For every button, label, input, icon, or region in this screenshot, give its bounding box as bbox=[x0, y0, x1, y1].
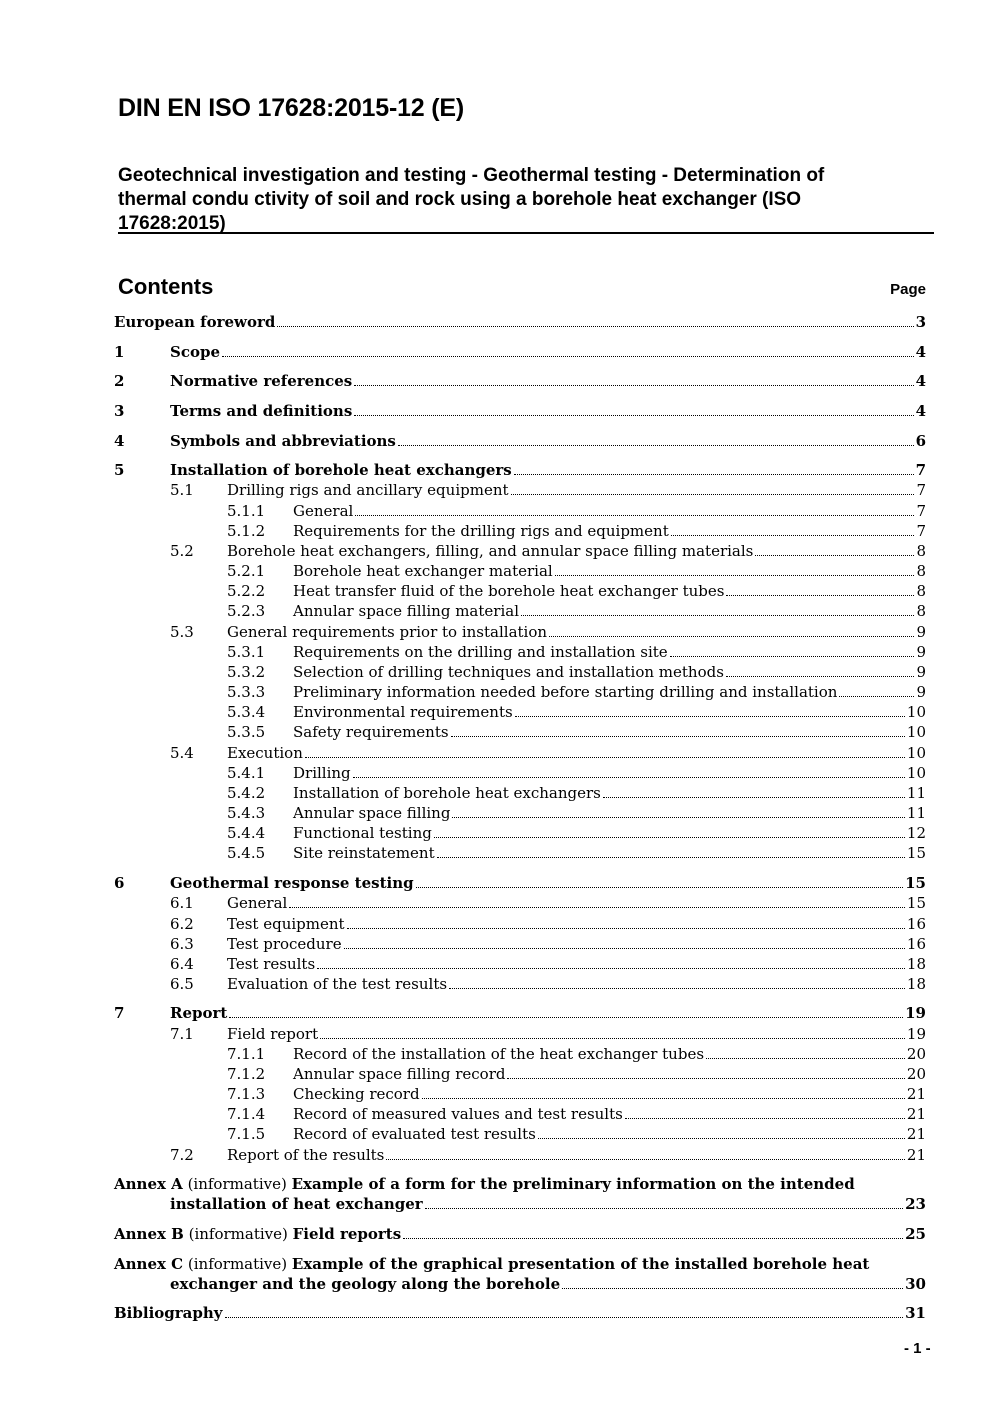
dot-leader bbox=[603, 797, 905, 798]
dot-leader bbox=[449, 988, 905, 989]
toc-entry-6-1[interactable] bbox=[170, 893, 926, 913]
toc-entry-title: Requirements for the drilling rigs and equipment bbox=[293, 522, 669, 540]
dot-leader bbox=[671, 535, 915, 536]
dot-leader bbox=[354, 415, 913, 416]
dot-leader bbox=[538, 1138, 905, 1139]
toc-entry-page: 8 bbox=[916, 562, 926, 580]
toc-entry-title: Terms and definitions bbox=[170, 402, 353, 420]
toc-entry-page: 18 bbox=[906, 975, 926, 993]
dot-leader bbox=[353, 777, 905, 778]
toc-entry-5-4-5[interactable] bbox=[227, 843, 926, 863]
dot-leader bbox=[416, 887, 904, 888]
toc-entry-6-2[interactable] bbox=[170, 914, 926, 934]
dot-leader bbox=[344, 948, 905, 949]
toc-entry-5-3-1[interactable] bbox=[227, 642, 926, 662]
toc-entry-number: 5.4.2 bbox=[227, 784, 266, 802]
toc-entry-foreword[interactable] bbox=[114, 312, 926, 332]
toc-entry-7[interactable] bbox=[114, 1003, 926, 1023]
toc-entry-page: 10 bbox=[906, 723, 926, 741]
toc-entry-title: Drilling bbox=[293, 764, 351, 782]
toc-entry-6[interactable] bbox=[114, 873, 926, 893]
toc-entry-page: 16 bbox=[906, 915, 926, 933]
toc-entry-title: Borehole heat exchanger material bbox=[293, 562, 553, 580]
page-number: - 1 - bbox=[904, 1340, 931, 1357]
toc-entry-page: 4 bbox=[915, 372, 926, 390]
dot-leader bbox=[434, 837, 905, 838]
toc-entry-5-4-1[interactable] bbox=[227, 763, 926, 783]
toc-entry-page: 25 bbox=[905, 1225, 926, 1243]
toc-entry-5[interactable] bbox=[114, 460, 926, 480]
annex-title-continued: installation of heat exchanger bbox=[170, 1195, 423, 1213]
toc-entry-title: Functional testing bbox=[293, 824, 432, 842]
annex-kind: (informative) bbox=[183, 1225, 293, 1243]
toc-entry-page: 9 bbox=[916, 683, 926, 701]
toc-entry-annex-c-line1[interactable] bbox=[114, 1254, 869, 1274]
dot-leader bbox=[386, 1159, 905, 1160]
dot-leader bbox=[422, 1098, 905, 1099]
toc-entry-title: Heat transfer fluid of the borehole heat exchanger tubes bbox=[293, 582, 725, 600]
toc-entry-page: 31 bbox=[905, 1304, 926, 1322]
toc-entry-title: Bibliography bbox=[114, 1304, 223, 1322]
toc-entry-title: Record of measured values and test results bbox=[293, 1105, 623, 1123]
toc-entry-5-2-3[interactable] bbox=[227, 601, 926, 621]
dot-leader bbox=[452, 817, 904, 818]
toc-entry-5-3-2[interactable] bbox=[227, 662, 926, 682]
document-title-line: thermal condu ctivity of soil and rock using a borehole heat exchanger (ISO bbox=[118, 189, 802, 210]
toc-entry-page: 7 bbox=[916, 502, 926, 520]
toc-entry-5-2-2[interactable] bbox=[227, 581, 926, 601]
toc-entry-5-4-4[interactable] bbox=[227, 823, 926, 843]
toc-entry-page: 21 bbox=[906, 1105, 926, 1123]
toc-entry-title: General requirements prior to installation bbox=[227, 623, 548, 641]
toc-entry-number: 5.1.2 bbox=[227, 522, 266, 540]
toc-entry-page: 9 bbox=[916, 643, 926, 661]
toc-entry-number: 6.5 bbox=[170, 975, 194, 993]
toc-entry-number: 6 bbox=[114, 874, 125, 892]
toc-entry-5-3-3[interactable] bbox=[227, 682, 926, 702]
toc-entry-number: 7.1.1 bbox=[227, 1045, 266, 1063]
toc-entry-page: 9 bbox=[916, 623, 926, 641]
toc-entry-number: 5 bbox=[114, 461, 125, 479]
dot-leader bbox=[451, 736, 905, 737]
toc-entry-number: 6.4 bbox=[170, 955, 194, 973]
toc-entry-title: Execution bbox=[227, 744, 303, 762]
toc-entry-number: 5.3.2 bbox=[227, 663, 266, 681]
toc-entry-page: 18 bbox=[906, 955, 926, 973]
toc-entry-title: Scope bbox=[170, 343, 221, 361]
toc-entry-page: 3 bbox=[915, 313, 926, 331]
dot-leader bbox=[222, 356, 914, 357]
dot-leader bbox=[726, 676, 915, 677]
toc-entry-5-1-1[interactable] bbox=[227, 501, 926, 521]
dot-leader bbox=[549, 636, 914, 637]
toc-entry-title: Report bbox=[170, 1004, 228, 1022]
annex-label: Annex B bbox=[114, 1225, 184, 1243]
toc-entry-4[interactable] bbox=[114, 431, 926, 451]
toc-entry-number: 6.3 bbox=[170, 935, 194, 953]
dot-leader bbox=[225, 1317, 904, 1318]
dot-leader bbox=[398, 445, 914, 446]
toc-entry-page: 21 bbox=[906, 1085, 926, 1103]
toc-entry-page: 8 bbox=[916, 602, 926, 620]
toc-entry-page: 30 bbox=[905, 1275, 926, 1293]
toc-entry-number: 1 bbox=[114, 343, 125, 361]
toc-entry-number: 6.2 bbox=[170, 915, 194, 933]
toc-entry-title: Geothermal response testing bbox=[170, 874, 414, 892]
dot-leader bbox=[355, 515, 914, 516]
toc-entry-page: 8 bbox=[916, 542, 926, 560]
dot-leader bbox=[839, 696, 914, 697]
toc-entry-number: 5.2.3 bbox=[227, 602, 266, 620]
toc-entry-number: 7.1.4 bbox=[227, 1105, 266, 1123]
toc-entry-title: Test procedure bbox=[227, 935, 342, 953]
dot-leader bbox=[755, 555, 914, 556]
toc-entry-page: 20 bbox=[906, 1065, 926, 1083]
annex-kind: (informative) bbox=[182, 1175, 292, 1193]
toc-entry-6-4[interactable] bbox=[170, 954, 926, 974]
toc-entry-title: Environmental requirements bbox=[293, 703, 513, 721]
toc-entry-title: Evaluation of the test results bbox=[227, 975, 448, 993]
document-id: DIN EN ISO 17628:2015-12 (E) bbox=[118, 94, 464, 122]
toc-entry-5-2-1[interactable] bbox=[227, 561, 926, 581]
toc-entry-title: Test equipment bbox=[227, 915, 345, 933]
toc-entry-page: 12 bbox=[906, 824, 926, 842]
toc-entry-5-3[interactable] bbox=[170, 622, 926, 642]
toc-entry-page: 6 bbox=[915, 432, 926, 450]
toc-entry-annex-a-line1[interactable] bbox=[114, 1174, 855, 1194]
toc-entry-5-3-5[interactable] bbox=[227, 722, 926, 742]
toc-entry-page: 15 bbox=[906, 844, 926, 862]
toc-entry-7-1-5[interactable] bbox=[227, 1124, 926, 1144]
toc-entry-number: 5.4.5 bbox=[227, 844, 266, 862]
dot-leader bbox=[507, 1078, 904, 1079]
toc-entry-title: Record of evaluated test results bbox=[293, 1125, 536, 1143]
annex-title: Field reports bbox=[292, 1225, 402, 1243]
toc-entry-page: 10 bbox=[906, 764, 926, 782]
toc-entry-page: 20 bbox=[906, 1045, 926, 1063]
toc-entry-number: 7.1.2 bbox=[227, 1065, 266, 1083]
toc-entry-bibliography[interactable] bbox=[114, 1303, 926, 1323]
toc-entry-title: Installation of borehole heat exchangers bbox=[170, 461, 512, 479]
toc-entry-number: 5.2 bbox=[170, 542, 194, 560]
toc-entry-title: Drilling rigs and ancillary equipment bbox=[227, 481, 509, 499]
toc-entry-number: 7.2 bbox=[170, 1146, 194, 1164]
toc-entry-number: 5.3.5 bbox=[227, 723, 266, 741]
dot-leader bbox=[437, 857, 905, 858]
toc-entry-title: Safety requirements bbox=[293, 723, 449, 741]
document-title-line: Geotechnical investigation and testing - Geothermal testing - Determination of bbox=[118, 165, 825, 186]
toc-entry-3[interactable] bbox=[114, 401, 926, 421]
dot-leader bbox=[726, 595, 914, 596]
toc-entry-title: Record of the installation of the heat exchanger tubes bbox=[293, 1045, 705, 1063]
dot-leader bbox=[670, 656, 915, 657]
toc-entry-page: 23 bbox=[905, 1195, 926, 1213]
toc-entry-5-2[interactable] bbox=[170, 541, 926, 561]
toc-entry-number: 5.4.3 bbox=[227, 804, 266, 822]
toc-entry-title: Site reinstatement bbox=[293, 844, 435, 862]
toc-entry-number: 5.4.1 bbox=[227, 764, 266, 782]
toc-entry-page: 15 bbox=[906, 894, 926, 912]
toc-entry-page: 11 bbox=[906, 804, 926, 822]
toc-entry-2[interactable] bbox=[114, 371, 926, 391]
toc-entry-5-4-2[interactable] bbox=[227, 783, 926, 803]
toc-entry-page: 10 bbox=[906, 744, 926, 762]
toc-entry-number: 5.2.2 bbox=[227, 582, 266, 600]
toc-entry-number: 5.3.4 bbox=[227, 703, 266, 721]
toc-entry-5-4[interactable] bbox=[170, 743, 926, 763]
toc-entry-title: Field report bbox=[227, 1025, 319, 1043]
toc-entry-page: 7 bbox=[916, 481, 926, 499]
toc-entry-7-1-1[interactable] bbox=[227, 1044, 926, 1064]
toc-entry-7-1-3[interactable] bbox=[227, 1084, 926, 1104]
toc-entry-number: 5.3.1 bbox=[227, 643, 266, 661]
toc-entry-page: 21 bbox=[906, 1146, 926, 1164]
dot-leader bbox=[514, 474, 914, 475]
toc-entry-number: 7.1 bbox=[170, 1025, 194, 1043]
toc-entry-title: Test results bbox=[227, 955, 316, 973]
toc-entry-title: Requirements on the drilling and installation site bbox=[293, 643, 668, 661]
toc-entry-title: General bbox=[293, 502, 354, 520]
toc-entry-title: Annular space filling record bbox=[293, 1065, 506, 1083]
annex-kind: (informative) bbox=[183, 1255, 292, 1273]
dot-leader bbox=[403, 1238, 903, 1239]
dot-leader bbox=[515, 716, 905, 717]
dot-leader bbox=[277, 326, 913, 327]
toc-entry-number: 5.1.1 bbox=[227, 502, 266, 520]
toc-entry-page: 10 bbox=[906, 703, 926, 721]
toc-entry-title: Annular space filling bbox=[293, 804, 451, 822]
annex-title: Example of the graphical presentation of the installed borehole heat bbox=[291, 1255, 870, 1273]
toc-entry-7-1-2[interactable] bbox=[227, 1064, 926, 1084]
toc-entry-page: 19 bbox=[906, 1025, 926, 1043]
dot-leader bbox=[317, 968, 905, 969]
dot-leader bbox=[289, 907, 905, 908]
toc-entry-annex-a-line2[interactable] bbox=[170, 1194, 926, 1214]
toc-entry-6-3[interactable] bbox=[170, 934, 926, 954]
dot-leader bbox=[354, 385, 913, 386]
toc-entry-title: Selection of drilling techniques and installation methods bbox=[293, 663, 724, 681]
toc-entry-page: 15 bbox=[905, 874, 926, 892]
annex-title: Example of a form for the preliminary information on the intended bbox=[291, 1175, 855, 1193]
toc-entry-title: European foreword bbox=[114, 313, 276, 331]
annex-label: Annex A bbox=[114, 1175, 183, 1193]
toc-entry-number: 5.4 bbox=[170, 744, 194, 762]
dot-leader bbox=[521, 615, 914, 616]
toc-entry-5-1-2[interactable] bbox=[227, 521, 926, 541]
dot-leader bbox=[347, 928, 905, 929]
dot-leader bbox=[425, 1208, 903, 1209]
toc-entry-page: 21 bbox=[906, 1125, 926, 1143]
toc-entry-number: 4 bbox=[114, 432, 125, 450]
toc-entry-7-1[interactable] bbox=[170, 1024, 926, 1044]
page-column-label: Page bbox=[890, 281, 926, 298]
dot-leader bbox=[555, 575, 915, 576]
toc-entry-number: 2 bbox=[114, 372, 125, 390]
toc-entry-5-3-4[interactable] bbox=[227, 702, 926, 722]
dot-leader bbox=[320, 1038, 905, 1039]
dot-leader bbox=[229, 1017, 903, 1018]
toc-entry-page: 16 bbox=[906, 935, 926, 953]
toc-entry-title: Normative references bbox=[170, 372, 353, 390]
dot-leader bbox=[305, 757, 905, 758]
toc-entry-number: 3 bbox=[114, 402, 125, 420]
contents-heading: Contents bbox=[118, 274, 214, 299]
document-title bbox=[118, 164, 908, 236]
dot-leader bbox=[511, 494, 915, 495]
toc-entry-number: 7.1.5 bbox=[227, 1125, 266, 1143]
toc-entry-number: 5.2.1 bbox=[227, 562, 266, 580]
toc-entry-number: 5.1 bbox=[170, 481, 194, 499]
toc-entry-page: 8 bbox=[916, 582, 926, 600]
annex-label: Annex C bbox=[114, 1255, 184, 1273]
toc-entry-5-4-3[interactable] bbox=[227, 803, 926, 823]
toc-entry-annex-c-line2[interactable] bbox=[170, 1274, 926, 1294]
toc-entry-number: 5.4.4 bbox=[227, 824, 266, 842]
toc-entry-number: 5.3.3 bbox=[227, 683, 266, 701]
toc-entry-number: 7.1.3 bbox=[227, 1085, 266, 1103]
toc-entry-1[interactable] bbox=[114, 342, 926, 362]
toc-entry-page: 7 bbox=[916, 522, 926, 540]
dot-leader bbox=[562, 1288, 903, 1289]
toc-entry-page: 11 bbox=[906, 784, 926, 802]
annex-title-continued: exchanger and the geology along the borehole bbox=[170, 1275, 561, 1293]
toc-entry-5-1[interactable] bbox=[170, 480, 926, 500]
toc-entry-title: Borehole heat exchangers, filling, and annular space filling materials bbox=[227, 542, 754, 560]
toc-entry-number: 7 bbox=[114, 1004, 125, 1022]
toc-entry-number: 5.3 bbox=[170, 623, 194, 641]
toc-entry-number: 6.1 bbox=[170, 894, 194, 912]
toc-entry-page: 7 bbox=[915, 461, 926, 479]
toc-entry-title: Report of the results bbox=[227, 1146, 385, 1164]
toc-entry-annex-b[interactable] bbox=[114, 1224, 926, 1244]
document-title-line: 17628:2015) bbox=[118, 213, 226, 234]
toc-entry-title: Checking record bbox=[293, 1085, 420, 1103]
toc-entry-page: 19 bbox=[905, 1004, 926, 1022]
toc-entry-7-1-4[interactable] bbox=[227, 1104, 926, 1124]
toc-entry-7-2[interactable] bbox=[170, 1145, 926, 1165]
toc-entry-page: 4 bbox=[915, 402, 926, 420]
toc-entry-page: 4 bbox=[915, 343, 926, 361]
dot-leader bbox=[706, 1058, 905, 1059]
title-divider bbox=[118, 232, 934, 234]
toc-entry-title: Annular space filling material bbox=[293, 602, 519, 620]
toc-entry-title: Installation of borehole heat exchangers bbox=[293, 784, 601, 802]
toc-entry-title: Preliminary information needed before starting drilling and installation bbox=[293, 683, 838, 701]
dot-leader bbox=[625, 1118, 905, 1119]
toc-entry-6-5[interactable] bbox=[170, 974, 926, 994]
toc-entry-page: 9 bbox=[916, 663, 926, 681]
toc-entry-title: Symbols and abbreviations bbox=[170, 432, 396, 450]
toc-entry-title: General bbox=[227, 894, 288, 912]
